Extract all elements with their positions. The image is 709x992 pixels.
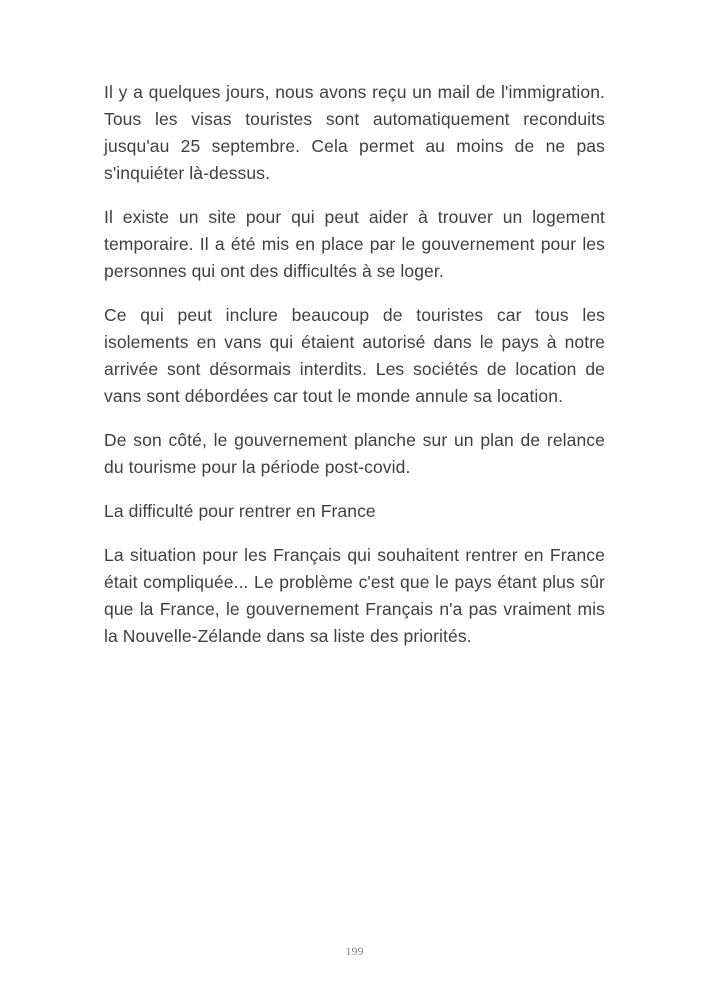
paragraph-housing-site: Il existe un site pour qui peut aider à trouver un logement temporaire. Il a été mis en place par le gouvernement pour les personnes qui ont des difficultés à se loger.	[104, 207, 605, 281]
page-number: 199	[345, 944, 364, 958]
section-heading-rentrer-en-france: La difficulté pour rentrer en France	[104, 501, 376, 521]
paragraph-retour-france: La situation pour les Français qui souhaitent rentrer en France était compliquée... Le problème c'est que le pays étant plus sûr que la France, le gouvernement Français n'a pas vraiment mis la Nouvelle-Zélande dans sa liste des priorités.	[104, 545, 605, 646]
paragraph-plan-relance: De son côté, le gouvernement planche sur un plan de relance du tourisme pour la période post-covid.	[104, 430, 605, 477]
paragraph-vans-interdits: Ce qui peut inclure beaucoup de touristes car tous les isolements en vans qui étaient autorisé dans le pays à notre arrivée sont désormais interdits. Les sociétés de location de vans sont débordées car tout le monde annule sa location.	[104, 305, 605, 406]
paragraph-immigration-mail: Il y a quelques jours, nous avons reçu un mail de l'immigration. Tous les visas touristes sont automatiquement reconduits jusqu'au 25 septembre. Cela permet au moins de ne pas s'inquiéter là-dessus.	[104, 82, 605, 183]
page-text-block	[104, 79, 605, 667]
